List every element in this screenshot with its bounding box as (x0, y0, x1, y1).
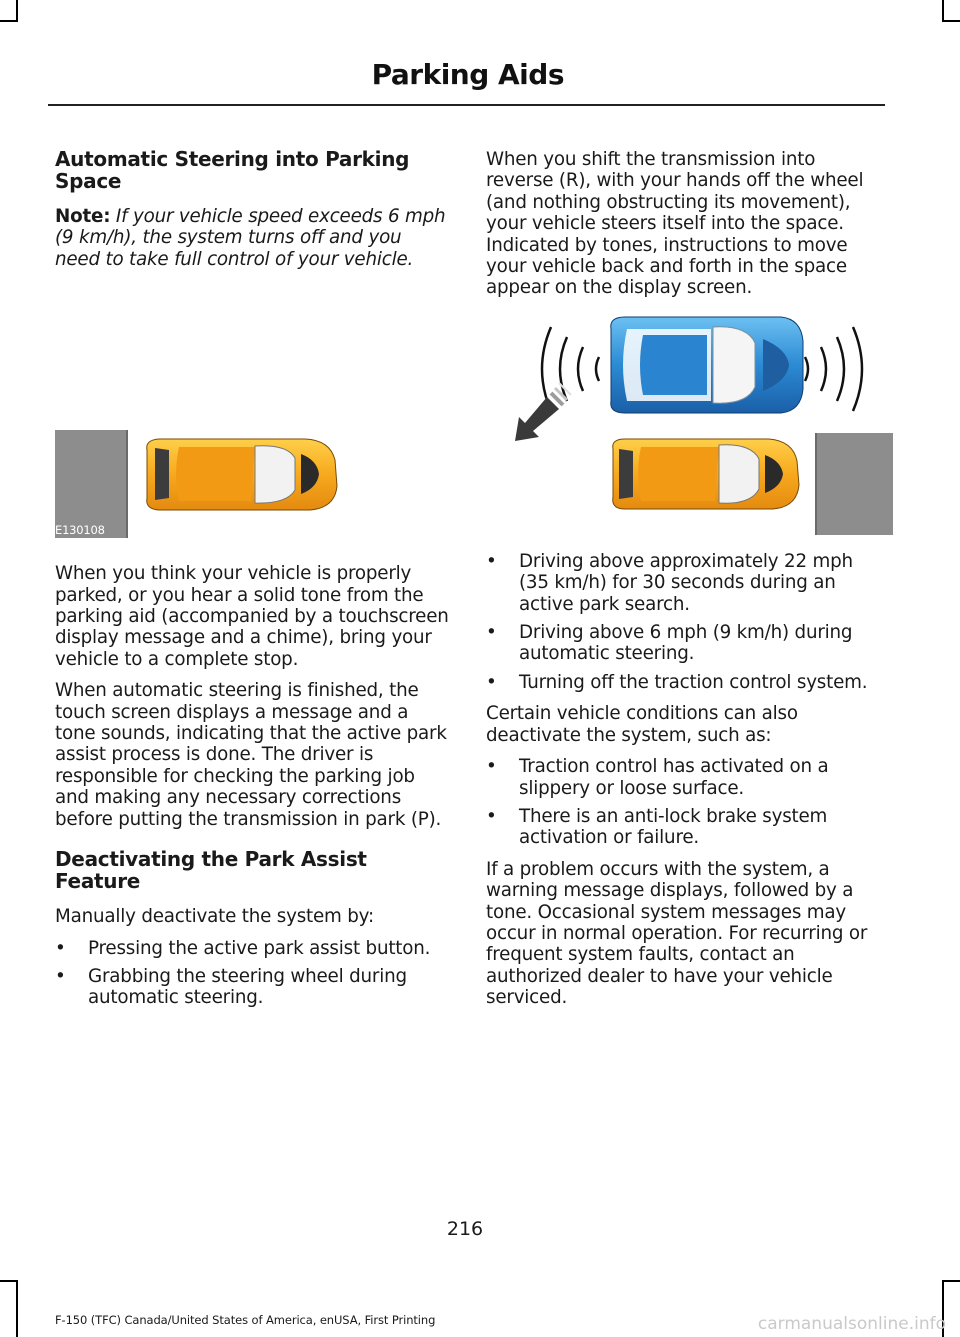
sound-waves-left-icon (542, 327, 599, 411)
list-item: • Traction control has activated on a slippery or loose surface. (486, 756, 829, 799)
print-info: F-150 (TFC) Canada/United States of America, enUSA, First Printing (55, 1313, 436, 1327)
page-title: Parking Aids (371, 58, 564, 91)
paragraph-problem-occurs: If a problem occurs with the system, a warning message displays, followed by a tone. Occasional system messages may occur in normal operation. For recurring or frequent system faults, contact an authorized dealer to have your vehicle serviced. (486, 858, 868, 1009)
watermark: carmanualsonline.info (757, 1314, 946, 1334)
crop-mark (0, 20, 18, 22)
list-item: • Driving above approximately 22 mph (35 km/h) for 30 seconds during an active park search. (486, 550, 853, 615)
list-item: • Pressing the active park assist button. (55, 937, 431, 959)
list-item: • Driving above 6 mph (9 km/h) during automatic steering. (486, 622, 853, 665)
curb-block (55, 430, 128, 538)
bullet-dot: • (486, 756, 497, 778)
paragraph-shift-reverse: When you shift the transmission into reverse (R), with your hands off the wheel (and nothing obstructing its movement), your vehicle steers itself into the space. Indicated by tones, instructions to move your vehicle back and forth in the space appear on the display screen. (486, 149, 864, 299)
bullet-dot: • (486, 805, 497, 827)
heading-automatic-steering: Automatic Steering into Parking Space (55, 147, 410, 193)
crop-mark (942, 1280, 960, 1282)
orange-car-icon (147, 439, 337, 510)
bullet-dot: • (486, 671, 497, 693)
right-column (486, 149, 884, 1009)
figure-code: E130108 (55, 523, 105, 538)
orange-car-icon (613, 439, 799, 509)
left-column (55, 148, 450, 1009)
bullet-dot: • (486, 550, 497, 572)
list-item: • Turning off the traction control system. (486, 671, 868, 693)
paragraph-properly-parked: When you think your vehicle is properly parked, or you hear a solid tone from the parking aid (accompanied by a touchscreen display message and a chime), bring your vehicle to a complete stop. (55, 563, 449, 670)
header-rule (48, 104, 885, 106)
note-paragraph (55, 206, 450, 270)
bullet-dot: • (55, 965, 66, 987)
page-number: 216 (446, 1218, 484, 1240)
bullet-dot: • (486, 622, 497, 644)
paragraph-vehicle-conditions: Certain vehicle conditions can also deactivate the system, such as: (486, 703, 798, 746)
list-item: • Grabbing the steering wheel during automatic steering. (55, 965, 407, 1009)
bullet-dot: • (55, 937, 66, 959)
reverse-parking-illustration (501, 313, 893, 535)
note-label: Note: (55, 206, 111, 227)
paragraph-manually-deactivate: Manually deactivate the system by: (55, 906, 374, 928)
list-item: • There is an anti-lock brake system activation or failure. (486, 805, 828, 849)
crop-mark (16, 1280, 18, 1337)
paragraph-steering-finished: When automatic steering is finished, the touch screen displays a message and a tone sounds, indicating that the active park assist process is done. The driver is responsible for checking the parking job and making any necessary corrections before putting the transmission in park (P). (55, 680, 447, 830)
blue-car-icon (611, 317, 803, 413)
crop-mark (0, 1280, 18, 1282)
crop-mark (942, 0, 944, 22)
figure-steering-into-space (501, 313, 884, 535)
figure-parked-car (55, 430, 450, 538)
parked-car-illustration (55, 430, 450, 538)
note-text: If your vehicle speed exceeds 6 mph (9 km/h), the system turns off and you need to take full control of your vehicle. (55, 206, 446, 270)
sound-waves-right-icon (805, 327, 862, 411)
crop-mark (16, 0, 18, 22)
curb-block (817, 433, 893, 535)
heading-deactivating: Deactivating the Park Assist Feature (55, 847, 367, 894)
crop-mark (942, 20, 960, 22)
